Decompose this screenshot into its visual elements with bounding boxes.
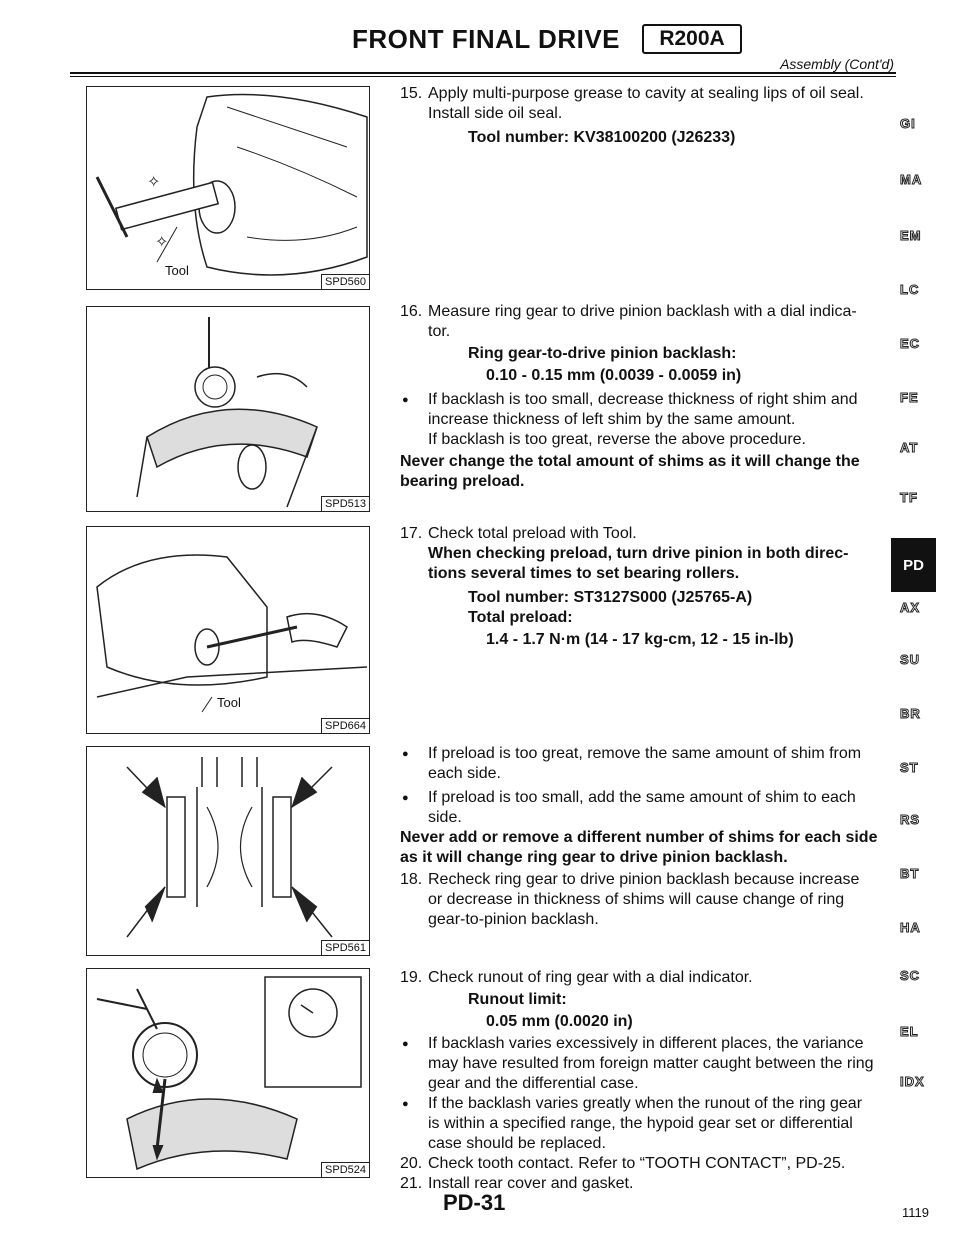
side-tab-ax[interactable]: AX bbox=[900, 600, 921, 615]
page-number: PD-31 bbox=[443, 1190, 506, 1215]
step-number: 15. bbox=[400, 85, 423, 102]
step-text: Install rear cover and gasket. bbox=[428, 1175, 634, 1192]
caution-text: When checking preload, turn drive pinion in both direc- bbox=[428, 545, 849, 562]
step-text: or decrease in thickness of shims will cause change of ring bbox=[428, 891, 845, 908]
spec-value: 0.05 mm (0.0020 in) bbox=[486, 1013, 633, 1030]
warning-text: bearing preload. bbox=[400, 473, 525, 490]
oil-seal-illustration bbox=[87, 87, 371, 291]
figure-code: SPD561 bbox=[321, 940, 369, 955]
caution-text: tions several times to set bearing rollers. bbox=[428, 565, 740, 582]
side-tab-el[interactable]: EL bbox=[900, 1024, 919, 1039]
figure-code: SPD524 bbox=[321, 1162, 369, 1177]
runout-dial-illustration bbox=[87, 969, 371, 1179]
spec-title: Ring gear-to-drive pinion backlash: bbox=[468, 345, 737, 362]
side-tab-ec[interactable]: EC bbox=[900, 336, 921, 351]
spec-value: 0.10 - 0.15 mm (0.0039 - 0.0059 in) bbox=[486, 367, 742, 384]
side-tab-em[interactable]: EM bbox=[900, 228, 922, 243]
side-tab-bt[interactable]: BT bbox=[900, 866, 920, 881]
side-tab-ha[interactable]: HA bbox=[900, 920, 921, 935]
dial-indicator-illustration bbox=[87, 307, 371, 513]
spec-title: Total preload: bbox=[468, 609, 573, 626]
figure-total-preload bbox=[86, 526, 370, 734]
svg-text:✧: ✧ bbox=[155, 234, 169, 251]
bullet-text: ● If preload is too great, remove the same amount of shim from bbox=[400, 744, 896, 764]
figure-tool-label: Tool bbox=[217, 695, 241, 710]
section-subtitle: Assembly (Cont'd) bbox=[780, 56, 894, 72]
side-tab-br[interactable]: BR bbox=[900, 706, 921, 721]
bullet-text: case should be replaced. bbox=[428, 1135, 606, 1152]
bullet-text: gear and the differential case. bbox=[428, 1075, 639, 1092]
tool-number: Tool number: ST3127S000 (J25765-A) bbox=[468, 589, 753, 606]
step-17 bbox=[400, 524, 896, 650]
step-16 bbox=[400, 302, 896, 492]
header-rule-thin bbox=[70, 76, 896, 77]
side-tab-st[interactable]: ST bbox=[900, 760, 919, 775]
bullet-text: increase thickness of left shim by the same amount. bbox=[428, 411, 796, 428]
bullet-text: ● If backlash is too small, decrease thickness of right shim and bbox=[400, 390, 896, 410]
bullet-text: may have resulted from foreign matter caught between the ring bbox=[428, 1055, 874, 1072]
bullet-text: is within a specified range, the hypoid gear set or differential bbox=[428, 1115, 853, 1132]
step-text: Check total preload with Tool. bbox=[428, 525, 637, 542]
side-tab-lc[interactable]: LC bbox=[900, 282, 920, 297]
figure-backlash-dial bbox=[86, 306, 370, 512]
differential-shim-illustration bbox=[87, 747, 371, 957]
bullet-text: ● If preload is too small, add the same amount of shim to each bbox=[400, 788, 896, 808]
step-text: Recheck ring gear to drive pinion backlash because increase bbox=[428, 871, 860, 888]
warning-text: Never change the total amount of shims as it will change the bbox=[400, 453, 860, 470]
step-17-shim-adjust bbox=[400, 744, 896, 930]
bullet-text: side. bbox=[428, 809, 462, 826]
side-tab-pd-active[interactable]: PD bbox=[891, 538, 936, 592]
step-number: 18. bbox=[400, 871, 423, 888]
step-19 bbox=[400, 968, 896, 1194]
step-number: 16. bbox=[400, 303, 423, 320]
step-text: Install side oil seal. bbox=[428, 105, 563, 122]
warning-text: as it will change ring gear to drive pinion backlash. bbox=[400, 849, 788, 866]
tool-number: Tool number: KV38100200 (J26233) bbox=[468, 129, 736, 146]
figure-code: SPD560 bbox=[321, 274, 369, 289]
bullet-text: ● If the backlash varies greatly when the runout of the ring gear bbox=[400, 1094, 896, 1114]
step-text: Check tooth contact. Refer to “TOOTH CONTACT”, PD-25. bbox=[428, 1155, 846, 1172]
svg-text:✧: ✧ bbox=[147, 174, 161, 191]
step-number: 20. bbox=[400, 1155, 423, 1172]
side-tab-gi[interactable]: GI bbox=[900, 116, 916, 131]
spec-value: 1.4 - 1.7 N·m (14 - 17 kg-cm, 12 - 15 in-lb) bbox=[486, 631, 794, 648]
figure-code: SPD664 bbox=[321, 718, 369, 733]
side-tab-ma[interactable]: MA bbox=[900, 172, 923, 187]
step-text: Measure ring gear to drive pinion backlash with a dial indica- bbox=[428, 303, 857, 320]
warning-text: Never add or remove a different number of shims for each side bbox=[400, 829, 878, 846]
step-number: 19. bbox=[400, 969, 423, 986]
side-tab-fe[interactable]: FE bbox=[900, 390, 919, 405]
side-tab-rs[interactable]: RS bbox=[900, 812, 921, 827]
spec-title: Runout limit: bbox=[468, 991, 567, 1008]
step-15 bbox=[400, 84, 896, 148]
step-number: 21. bbox=[400, 1175, 423, 1192]
step-number: 17. bbox=[400, 525, 423, 542]
step-text: tor. bbox=[428, 323, 451, 340]
step-text: Check runout of ring gear with a dial indicator. bbox=[428, 969, 753, 986]
side-tab-sc[interactable]: SC bbox=[900, 968, 921, 983]
side-tab-su[interactable]: SU bbox=[900, 652, 921, 667]
sheet-number: 1119 bbox=[902, 1205, 929, 1220]
figure-tool-label: Tool bbox=[165, 263, 189, 278]
bullet-text: If backlash is too great, reverse the above procedure. bbox=[428, 431, 806, 448]
bullet-text: each side. bbox=[428, 765, 501, 782]
bullet-text: ● If backlash varies excessively in different places, the variance bbox=[400, 1034, 896, 1054]
figure-code: SPD513 bbox=[321, 496, 369, 511]
page-title: FRONT FINAL DRIVE bbox=[352, 24, 621, 54]
figure-shim-sides bbox=[86, 746, 370, 956]
header-rule bbox=[70, 72, 896, 74]
figure-oil-seal-install bbox=[86, 86, 370, 290]
step-text: gear-to-pinion backlash. bbox=[428, 911, 599, 928]
side-tab-at[interactable]: AT bbox=[900, 440, 919, 455]
figure-runout-check bbox=[86, 968, 370, 1178]
step-text: Apply multi-purpose grease to cavity at sealing lips of oil seal. bbox=[428, 85, 864, 102]
model-badge: R200A bbox=[642, 24, 742, 54]
side-tab-tf[interactable]: TF bbox=[900, 490, 918, 505]
side-tab-idx[interactable]: IDX bbox=[900, 1074, 925, 1089]
